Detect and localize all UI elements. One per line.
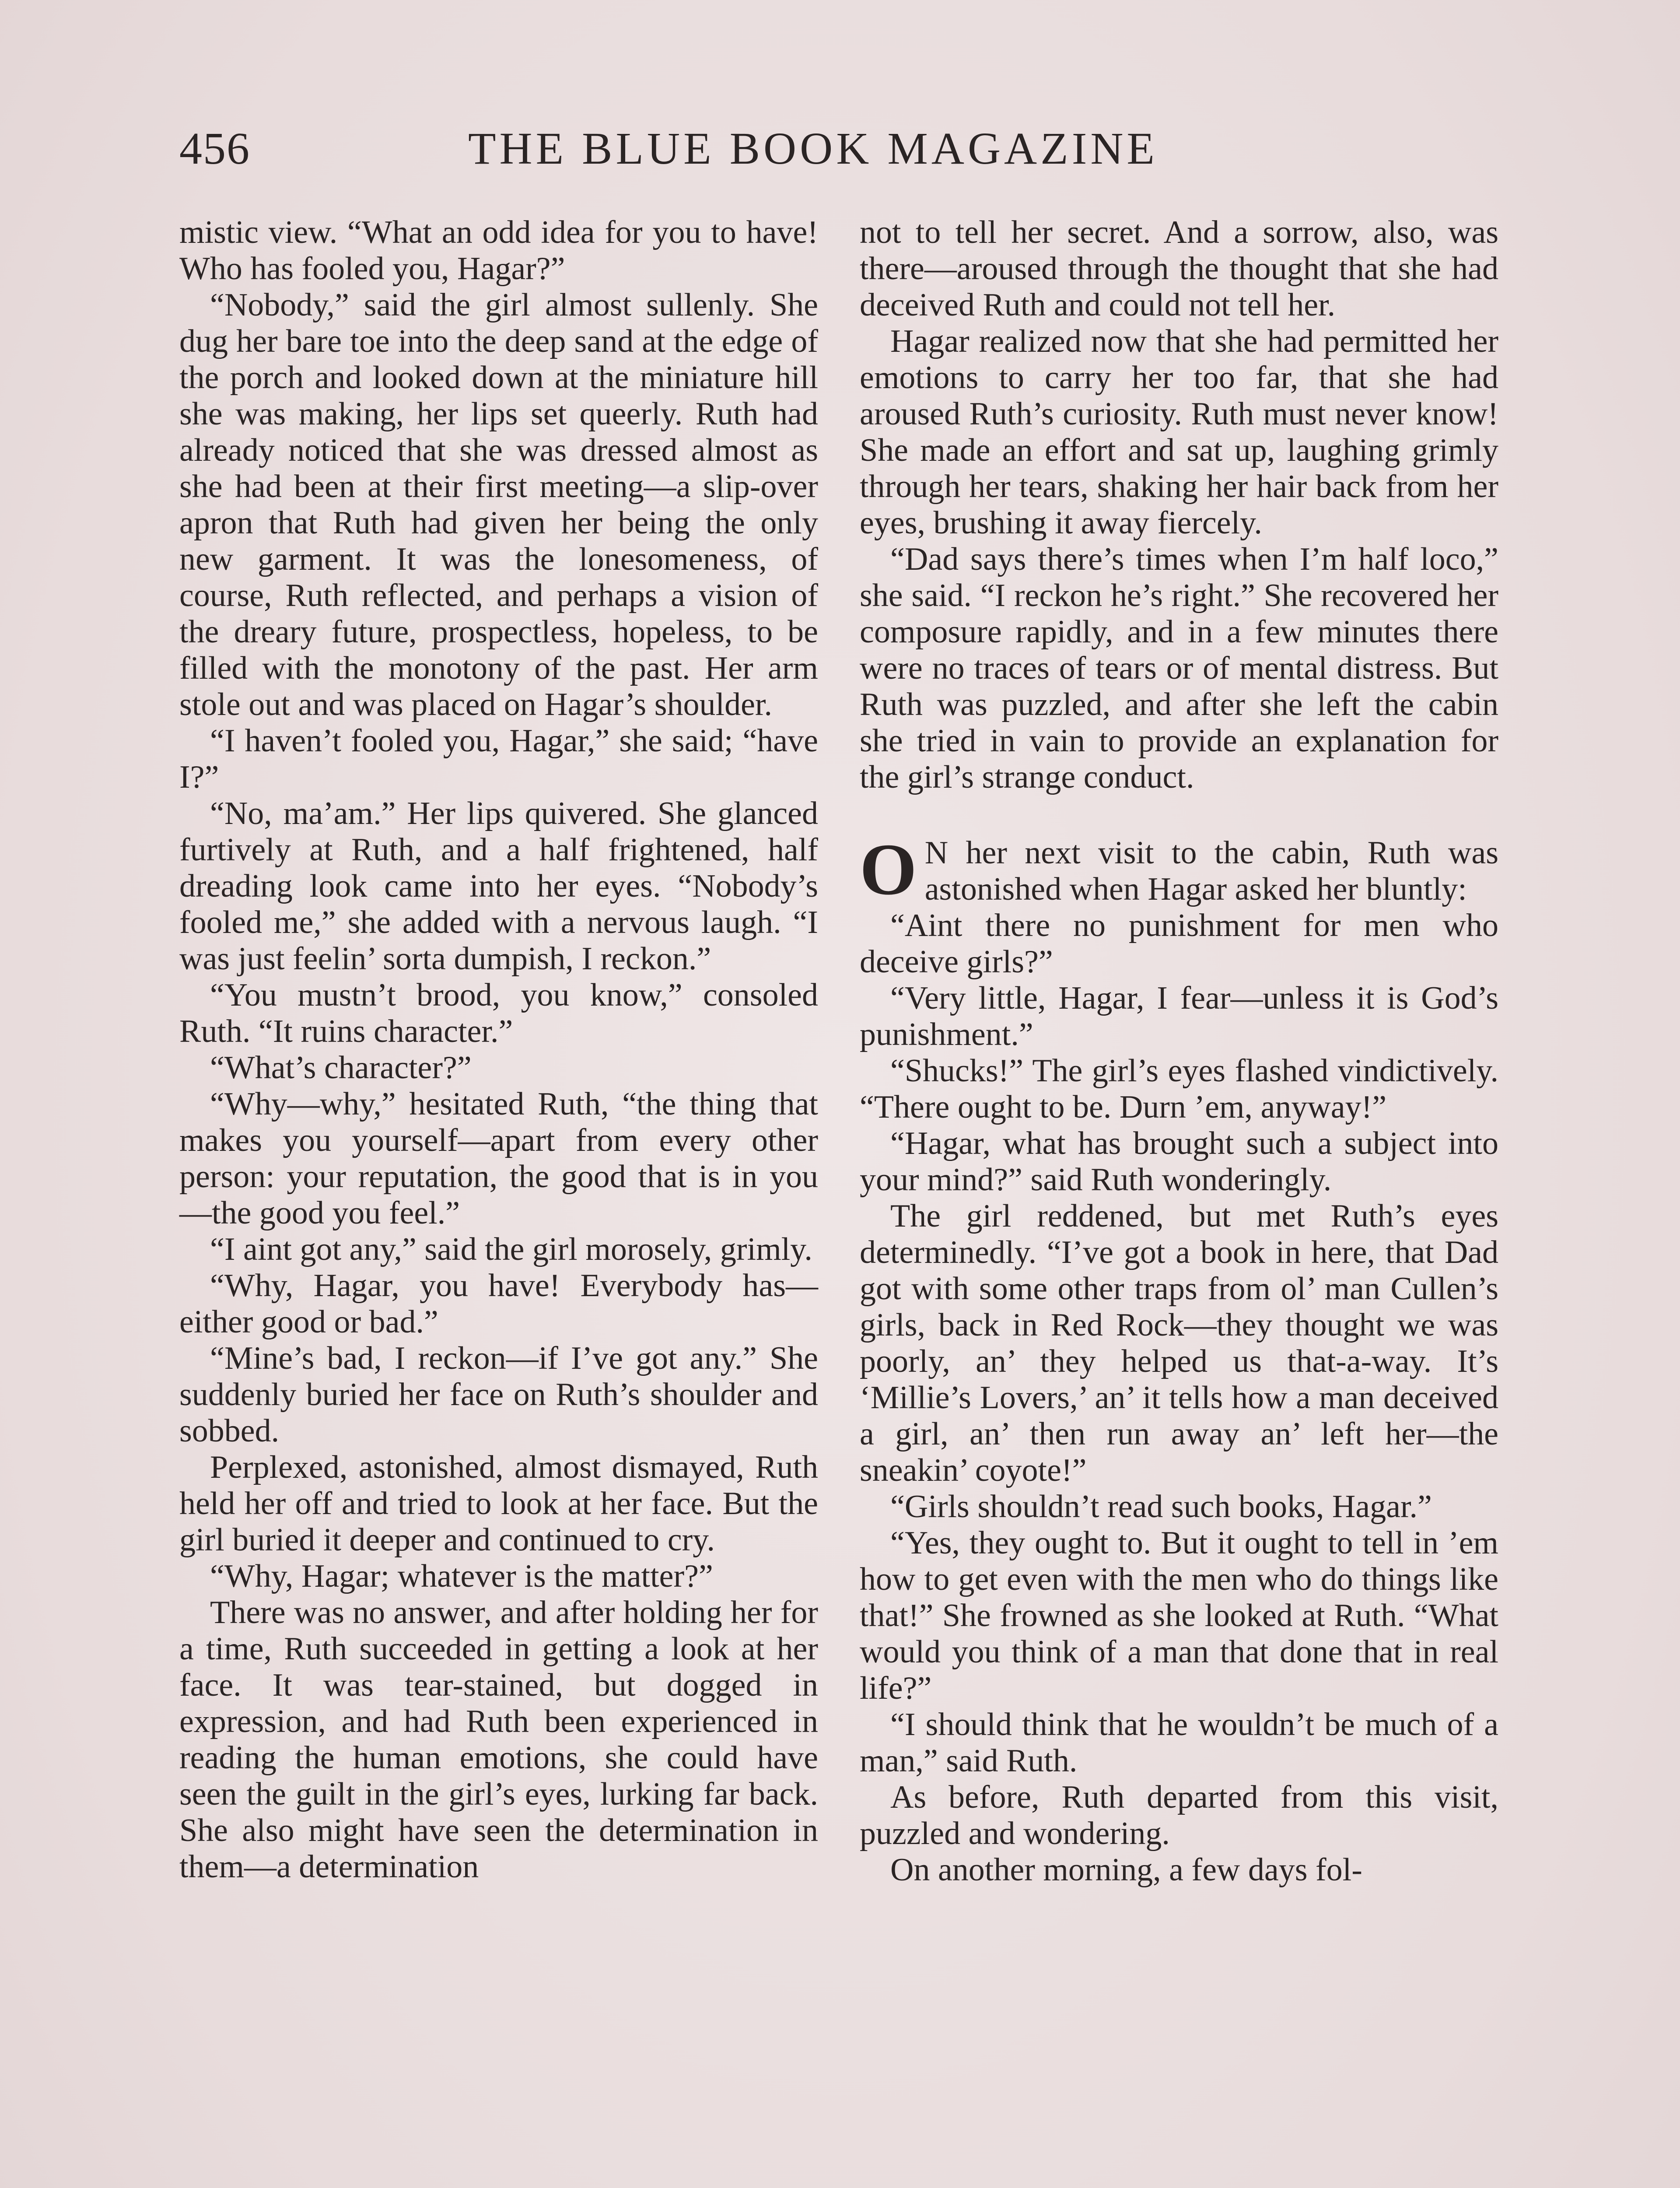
paragraph: There was no answer, and after holding her for a time, Ruth succeeded in getting a look at her face. It was tear-stained, but dogged in expression, and had Ruth been experienced in reading the human emotions, she could have seen the guilt in the girl’s eyes, lurking far back. She also might have seen the determination in them—a determination bbox=[179, 1595, 818, 1885]
paragraph: “Mine’s bad, I reckon—if I’ve got any.” She suddenly buried her face on Ruth’s shoulder and sobbed. bbox=[179, 1340, 818, 1449]
paragraph: mistic view. “What an odd idea for you to have! Who has fooled you, Hagar?” bbox=[179, 214, 818, 287]
paragraph: “Hagar, what has brought such a subject into your mind?” said Ruth wonderingly. bbox=[860, 1126, 1498, 1198]
paragraph: “Very little, Hagar, I fear—unless it is God’s punishment.” bbox=[860, 980, 1498, 1052]
paragraph: “Why, Hagar, you have! Everybody has—either good or bad.” bbox=[179, 1268, 818, 1340]
paragraph: “I should think that he wouldn’t be much of a man,” said Ruth. bbox=[860, 1707, 1498, 1779]
paragraph: As before, Ruth departed from this visit, puzzled and wondering. bbox=[860, 1779, 1498, 1851]
paragraph: “No, ma’am.” Her lips quivered. She glanced furtively at Ruth, and a half frightened, half dreading look came into her eyes. “Nobody’s fooled me,” she added with a nervous laugh. “I was just feelin’ sorta dumpish, I reckon.” bbox=[179, 796, 818, 977]
paragraph: “Girls shouldn’t read such books, Hagar.” bbox=[890, 1489, 1432, 1525]
page-header bbox=[179, 118, 1496, 179]
paragraph: “I haven’t fooled you, Hagar,” she said; “have I?” bbox=[179, 723, 818, 795]
paragraph: “Nobody,” said the girl almost sullenly. She dug her bare toe into the deep sand at the edge of the porch and looked down at the miniature hill she was making, her lips set queerly. Ruth had already noticed that she was dressed almost as she had been at their first meeting—a slip-over apron that Ruth had given her being the only new garment. It was the lonesomeness, of course, Ruth reflected, and perhaps a vision of the dreary future, prospectless, hopeless, to be filled with the monotony of the past. Her arm stole out and was placed on Hagar’s shoulder. bbox=[179, 287, 818, 722]
paragraph: Perplexed, astonished, almost dismayed, Ruth held her off and tried to look at her face. But the girl buried it deeper and continued to cry. bbox=[179, 1449, 818, 1558]
paragraph: “You mustn’t brood, you know,” consoled Ruth. “It ruins character.” bbox=[179, 977, 818, 1049]
right-text-column bbox=[860, 214, 1498, 1888]
paragraph: “What’s character?” bbox=[210, 1050, 472, 1086]
paragraph: “Yes, they ought to. But it ought to tell in ’em how to get even with the men who do things like that!” She frowned as she looked at Ruth. “What would you think of a man that done that in real life?” bbox=[860, 1525, 1498, 1706]
paragraph: “Shucks!” The girl’s eyes flashed vindictively. “There ought to be. Durn ’em, anyway!” bbox=[860, 1053, 1498, 1125]
paragraph: Hagar realized now that she had permitted her emotions to carry her too far, that she had aroused Ruth’s curiosity. Ruth must never know! She made an effort and sat up, laughing grimly through her tears, shaking her hair back from her eyes, brushing it away fiercely. bbox=[860, 323, 1498, 541]
paragraph: On another morning, a few days fol- bbox=[890, 1852, 1362, 1888]
page-number: 456 bbox=[179, 123, 250, 174]
paragraph: “I aint got any,” said the girl morosely, grimly. bbox=[210, 1231, 812, 1267]
paragraph: “Aint there no punishment for men who deceive girls?” bbox=[860, 908, 1498, 980]
section-opening-text: N her next visit to the cabin, Ruth was astonished when Hagar asked her bluntly: bbox=[924, 835, 1498, 907]
paragraph: “Dad says there’s times when I’m half loco,” she said. “I reckon he’s right.” She recovered her composure rapidly, and in a few minutes there were no traces of tears or of mental distress. But Ruth was puzzled, and after she left the cabin she tried in vain to provide an explanation for the girl’s strange conduct. bbox=[860, 541, 1498, 795]
paragraph: The girl reddened, but met Ruth’s eyes determinedly. “I’ve got a book in here, that Dad got with some other traps from ol’ man Cullen’s girls, back in Red Rock—they thought we was poorly, an’ they helped us that-a-way. It’s ‘Millie’s Lovers,’ an’ it tells how a man deceived a girl, an’ then run away an’ left her—the sneakin’ coyote!” bbox=[860, 1198, 1498, 1488]
paragraph: “Why—why,” hesitated Ruth, “the thing that makes you yourself—apart from every other person: your reputation, the good that is in you—the good you feel.” bbox=[179, 1086, 818, 1231]
paragraph: not to tell her secret. And a sorrow, also, was there—aroused through the thought that she had deceived Ruth and could not tell her. bbox=[860, 214, 1498, 323]
drop-cap: O bbox=[860, 829, 917, 910]
left-text-column bbox=[179, 214, 818, 1885]
section-opening bbox=[860, 829, 1498, 910]
magazine-title: THE BLUE BOOK MAGAZINE bbox=[468, 123, 1158, 174]
paragraph: “Why, Hagar; whatever is the matter?” bbox=[210, 1558, 713, 1594]
